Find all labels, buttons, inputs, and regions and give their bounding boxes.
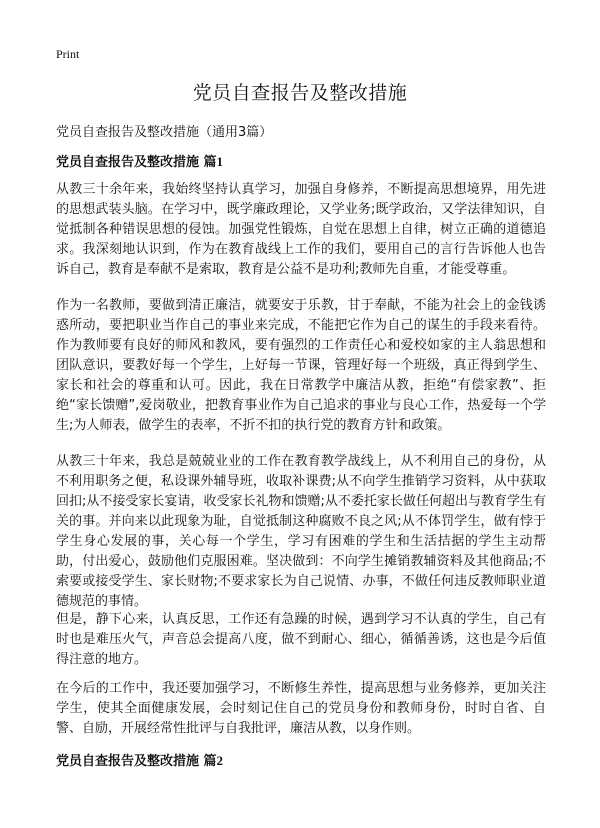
paragraph-3: 从教三十年来，我总是兢兢业业的工作在教育教学战线上，从不利用自己的身份，从不利用职务之便，私设课外辅导班，收取补课费;从不向学生推销学习资料，从中获取回扣;从不接受家长宴请，收受家长礼物和馈赠;从不委托家长做任何超出与教育学生有关的事。并向来以此现象为耻，自觉抵制这种腐败不良之风;从不体罚学生，做有悖于学生身心发展的事，关心每一个学生，学习有困难的学生和生活拮据的学生主动帮助，付出爱心，鼓励他们克服困难。坚决做到：不向学生摊销教辅资料及其他商品;不索要或接受学生、家长财物;不要求家长为自己说情、办事，不做任何违反教师职业道德规范的事情。 <box>56 454 546 609</box>
section-heading-2-text: 党员自查报告及整改措施 篇 <box>56 754 217 769</box>
print-link[interactable]: Print <box>56 47 80 61</box>
paragraph-1: 从教三十余年来，我始终坚持认真学习，加强自身修养，不断提高思想境界，用先进的思想武装头脑。在学习中，既学廉政理论，又学业务;既学政治，又学法律知识，自觉抵制各种错误思想的侵蚀。加强党性锻炼，自觉在思想上自律，树立正确的道德追求。我深刻地认识到，作为在教育战线上工作的我们，要用自己的言行告诉他人也告诉自己，教育是奉献不是索取，教育是公益不是功利;教师先自重，才能受尊重。 <box>56 182 546 277</box>
section-heading-2 <box>56 750 223 769</box>
paragraph-4: 但是，静下心来，认真反思，工作还有急躁的时候，遇到学习不认真的学生，自己有时也是难压火气，声音总会提高八度，做不到耐心、细心，循循善诱，这也是今后值得注意的地方。 <box>56 612 546 667</box>
document-subtitle: 党员自查报告及整改措施（通用3篇） <box>56 125 273 140</box>
paragraph-5: 在今后的工作中，我还要加强学习，不断修生养性，提高思想与业务修养，更加关注学生，使其全面健康发展，会时刻记住自己的党员身份和教师身份，时时自省、自警、自励，开展经常性批评与自我批评，廉洁从教，以身作则。 <box>56 681 546 736</box>
section-heading-1 <box>56 151 223 170</box>
section-heading-1-number: 1 <box>216 154 224 169</box>
document-title: 党员自查报告及整改措施 <box>192 82 408 104</box>
paragraph-2: 作为一名教师，要做到清正廉洁，就要安于乐教，甘于奉献，不能为社会上的金钱诱惑所动，要把职业当作自己的事业来完成，不能把它作为自己的谋生的手段来看待。作为教师要有良好的师风和教风，要有强烈的工作责任心和爱校如家的主人翁思想和团队意识，要教好每一个学生，上好每一节课，管理好每一个班级，真正得到学生、家长和社会的尊重和认可。因此，我在日常教学中廉洁从教，拒绝“有偿家教”、拒绝“家长馈赠”,爱岗敬业，把教育事业作为自己追求的事业与良心工作，热爱每一个学生;为人师表，做学生的表率，不折不扣的执行党的教育方针和政策。 <box>56 298 546 433</box>
section-heading-1-text: 党员自查报告及整改措施 篇 <box>56 155 217 170</box>
section-heading-2-number: 2 <box>216 753 224 768</box>
